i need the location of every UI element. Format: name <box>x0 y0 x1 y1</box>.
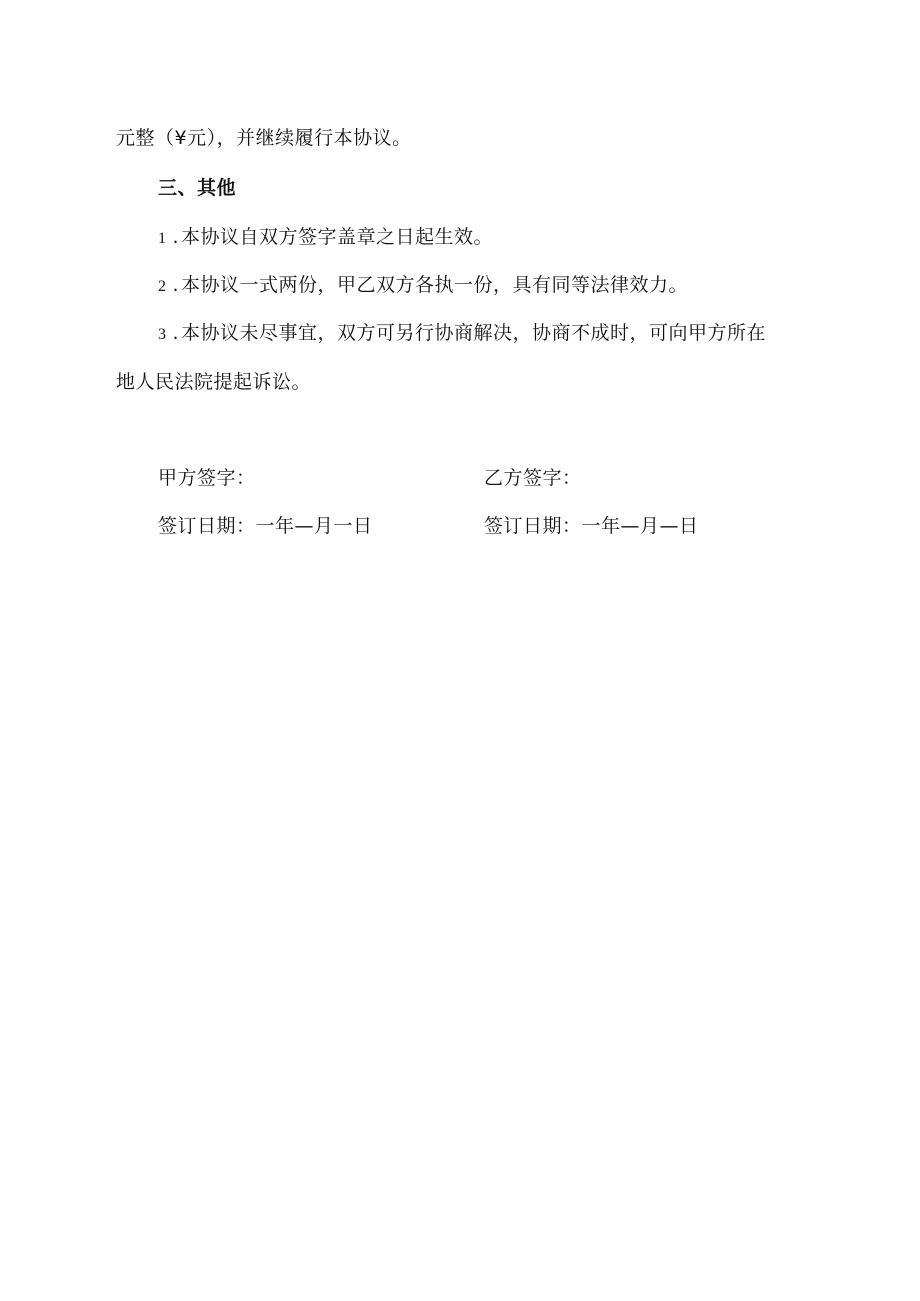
clause-1 <box>158 225 493 251</box>
clause-number: 3 <box>158 326 167 343</box>
party-b-signature-block <box>484 466 699 538</box>
clause-3-continuation: 地人民法院提起诉讼。 <box>116 371 312 393</box>
clause-text: 本协议一式两份，甲乙双方各执一份，具有同等法律效力。 <box>181 274 689 296</box>
clause-text: 本协议未尽事宜，双方可另行协商解决，协商不成时，可向甲方所在 <box>181 322 767 344</box>
clause-separator: . <box>172 322 180 344</box>
clause-separator: . <box>172 226 180 248</box>
clause-number: 2 <box>158 278 167 295</box>
party-b-date-label: 签订日期：一年—月—日 <box>484 515 699 537</box>
clause-text: 本协议自双方签字盖章之日起生效。 <box>181 226 494 248</box>
clause-number: 1 <box>158 230 167 247</box>
clause-separator: . <box>172 274 180 296</box>
section-heading: 三、其他 <box>158 177 237 199</box>
paragraph-continuation: 元整（¥元），并继续履行本协议。 <box>116 127 412 149</box>
clause-3 <box>158 321 766 347</box>
party-b-sign-label: 乙方签字： <box>484 467 582 489</box>
clause-2 <box>158 273 688 299</box>
party-a-date-label: 签订日期：一年—月一日 <box>158 515 373 537</box>
party-a-sign-label: 甲方签字： <box>158 467 256 489</box>
party-a-signature-block <box>158 466 373 538</box>
